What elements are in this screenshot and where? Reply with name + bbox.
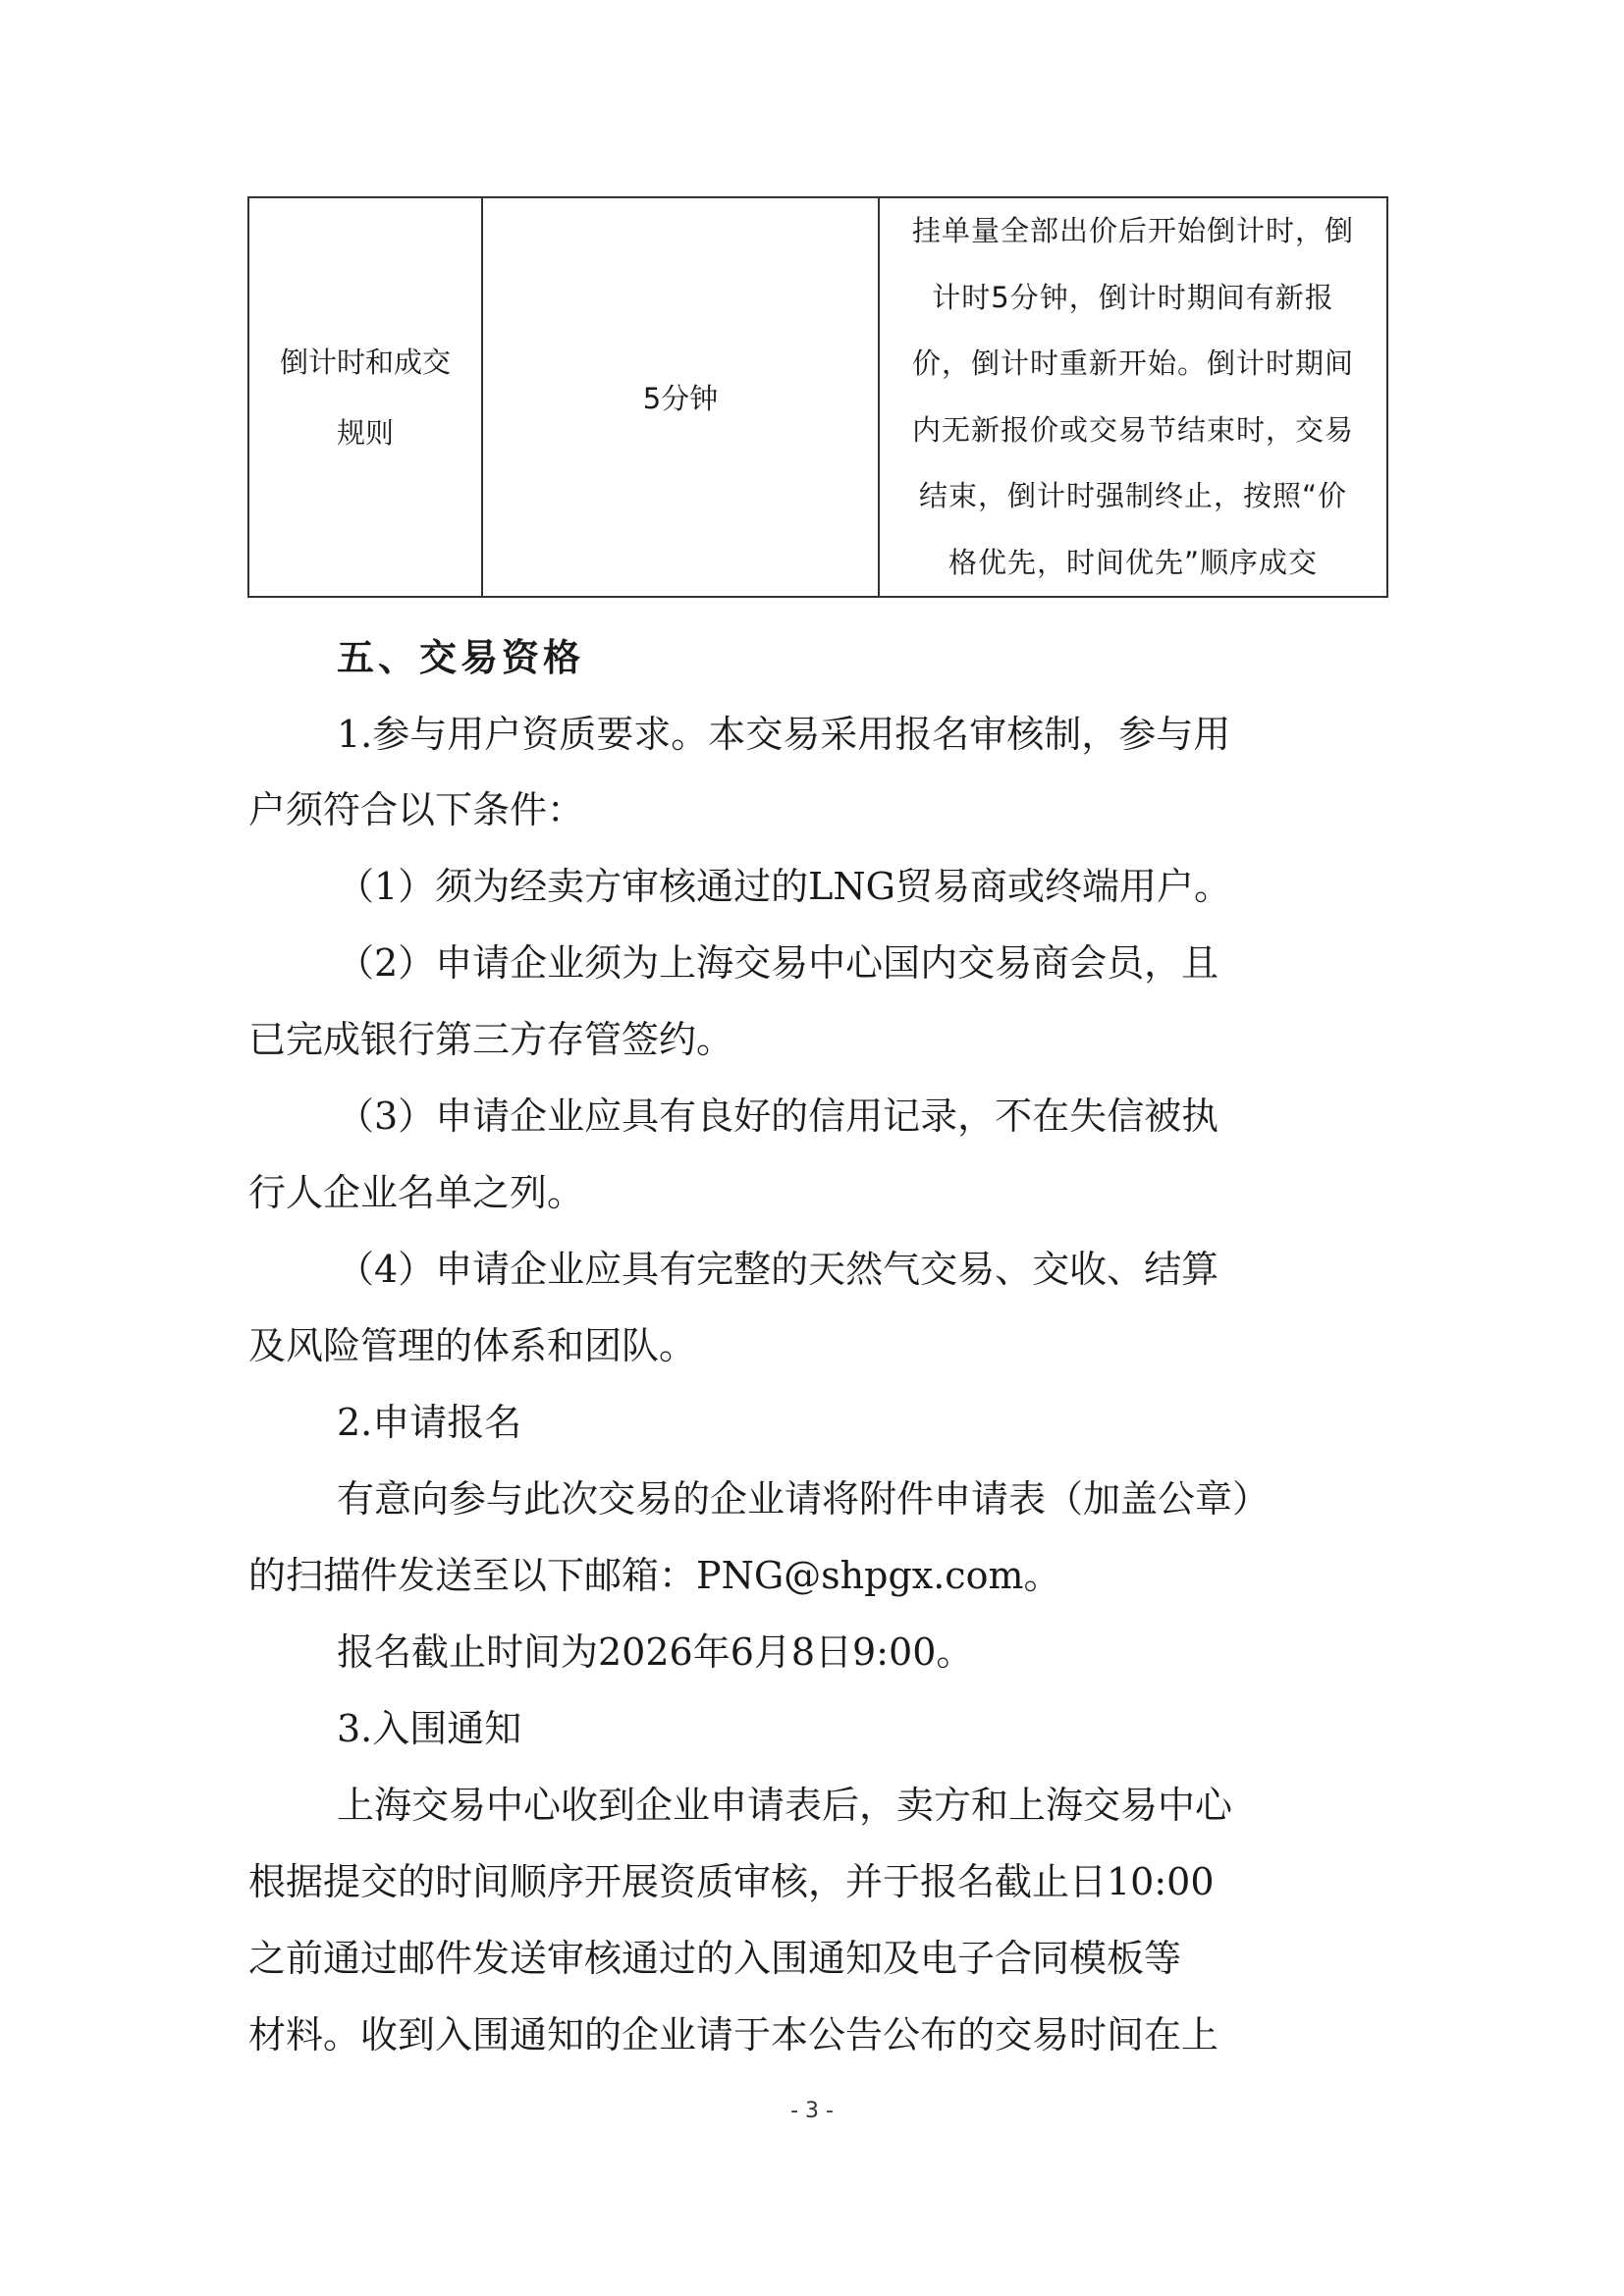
paragraph-line xyxy=(0,1613,1624,1691)
paragraph-line xyxy=(0,1766,1624,1844)
paragraph-line xyxy=(0,1919,1624,1998)
condition-1: （1）须为经卖方审核通过的LNG贸易商或终端用户。 xyxy=(337,865,1232,908)
item3-line: 上海交易中心收到企业申请表后，卖方和上海交易中心 xyxy=(337,1784,1233,1827)
duration-value: 5分钟 xyxy=(642,382,719,415)
paragraph-line xyxy=(0,771,1624,849)
rule-name-cell xyxy=(248,197,482,597)
rule-line: 格优先，时间优先”顺序成交 xyxy=(947,545,1319,579)
page-number: - 3 - xyxy=(790,2099,834,2123)
rule-description-cell xyxy=(879,197,1387,597)
condition-3: （3）申请企业应具有良好的信用记录，不在失信被执 xyxy=(337,1095,1219,1138)
paragraph-line xyxy=(0,1460,1624,1538)
condition-line xyxy=(0,1230,1624,1308)
rule-line: 价，倒计时重新开始。倒计时期间 xyxy=(911,347,1354,380)
condition-4: （4）申请企业应具有完整的天然气交易、交收、结算 xyxy=(337,1248,1219,1291)
item2-line: 有意向参与此次交易的企业请将附件申请表（加盖公章） xyxy=(337,1477,1271,1521)
condition-2-cont: 已完成银行第三方存管签约。 xyxy=(248,1018,734,1061)
paragraph-line xyxy=(0,695,1624,774)
subsection-title xyxy=(0,1383,1624,1462)
section-heading xyxy=(0,618,1624,697)
condition-line xyxy=(0,924,1624,1002)
condition-line xyxy=(0,1000,1624,1079)
item2-title: 2.申请报名 xyxy=(337,1401,522,1444)
item3-line: 之前通过邮件发送审核通过的入围通知及电子合同模板等 xyxy=(248,1937,1182,1980)
condition-line xyxy=(0,1307,1624,1385)
subsection-title xyxy=(0,1689,1624,1768)
table-row xyxy=(248,197,1387,597)
condition-line xyxy=(0,1153,1624,1232)
condition-line xyxy=(0,1077,1624,1155)
item3-line: 根据提交的时间顺序开展资质审核，并于报名截止日10:00 xyxy=(248,1860,1215,1903)
item2-deadline: 报名截止时间为2026年6月8日9:00。 xyxy=(337,1630,974,1674)
rule-name-line: 倒计时和成交 xyxy=(279,345,451,379)
rules-table xyxy=(247,196,1388,598)
rule-line: 结束，倒计时强制终止，按照“价 xyxy=(918,479,1348,512)
item1-line: 1.参与用户资质要求。本交易采用报名审核制，参与用 xyxy=(337,713,1231,756)
item3-title: 3.入围通知 xyxy=(337,1707,522,1750)
duration-cell xyxy=(482,197,879,597)
paragraph-line xyxy=(0,1536,1624,1615)
rule-line: 计时5分钟，倒计时期间有新报 xyxy=(932,280,1334,314)
rule-name-line: 规则 xyxy=(336,415,394,450)
condition-4-cont: 及风险管理的体系和团队。 xyxy=(248,1324,697,1367)
condition-2: （2）申请企业须为上海交易中心国内交易商会员，且 xyxy=(337,941,1219,985)
condition-line xyxy=(0,847,1624,926)
rule-line: 挂单量全部出价后开始倒计时，倒 xyxy=(911,214,1354,247)
item2-email-line: 的扫描件发送至以下邮箱：PNG@shpgx.com。 xyxy=(248,1554,1061,1597)
section-heading-text: 五、交易资格 xyxy=(337,636,585,679)
paragraph-line xyxy=(0,1842,1624,1921)
paragraph-line xyxy=(0,1996,1624,2074)
item1-line: 户须符合以下条件： xyxy=(248,788,585,831)
condition-3-cont: 行人企业名单之列。 xyxy=(248,1171,585,1214)
item3-line: 材料。收到入围通知的企业请于本公告公布的交易时间在上 xyxy=(248,2013,1219,2056)
rule-line: 内无新报价或交易节结束时，交易 xyxy=(911,412,1354,447)
